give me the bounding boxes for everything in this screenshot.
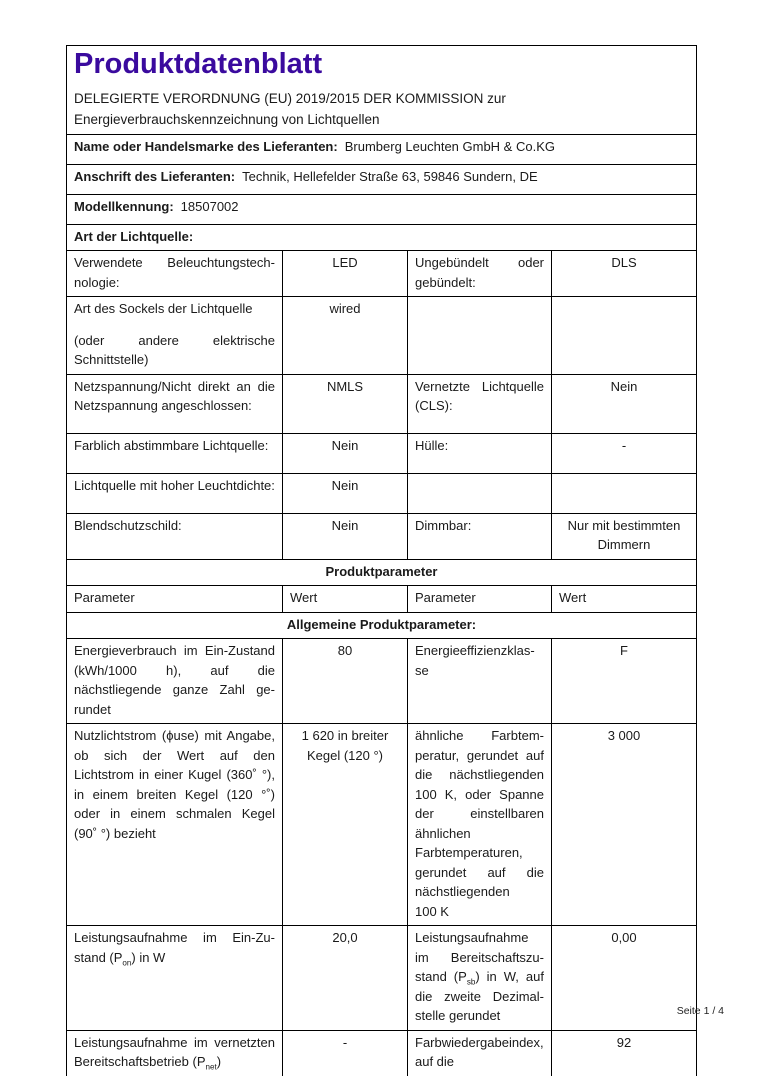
value-cell: wired (283, 297, 408, 375)
value-cell: 3 000 (552, 724, 697, 926)
param-cell: Blendschutzschild: (67, 513, 283, 559)
param-cell: Netzspannung/Nicht direkt an die Netzspannung angeschlossen: (67, 374, 283, 433)
title-cell (67, 46, 697, 135)
subscript-on: on (122, 958, 132, 968)
value-cell: 92 (552, 1030, 697, 1076)
table-row (67, 374, 697, 433)
subscript-net: net (205, 1062, 217, 1072)
model-id-label: Modellkennung: (74, 198, 174, 214)
table-row-clipped (67, 1030, 697, 1076)
value-cell: - (552, 433, 697, 473)
value-cell: Nein (283, 513, 408, 559)
value-cell-empty (552, 297, 697, 375)
supplier-name-value: Brumberg Leuchten GmbH & Co.KG (344, 138, 555, 154)
param-cell: Farbwiedergabeindex, auf die (408, 1030, 552, 1076)
table-row (67, 513, 697, 559)
model-id-value: 18507002 (180, 198, 239, 214)
model-id-row (67, 194, 697, 224)
param-cell: Leistungsaufnahme im Ein-Zustand $(P_{on})$ in W (67, 926, 283, 1031)
value-cell: Nein (552, 374, 697, 433)
param-cell: Ungebündelt oder gebündelt: (408, 251, 552, 297)
column-header-row (67, 586, 697, 613)
value-cell-empty (552, 473, 697, 513)
value-cell: DLS (552, 251, 697, 297)
param-cell: Lichtquelle mit hoher Leuchtdichte: (67, 473, 283, 513)
value-cell: LED (283, 251, 408, 297)
subscript-sb: sb (466, 977, 476, 987)
section-title-produktparameter: Produktparameter (67, 559, 697, 586)
supplier-address-value: Technik, Hellefelder Straße 63, 59846 Sundern, DE (242, 168, 538, 184)
value-cell: Nein (283, 473, 408, 513)
param-cell: Verwendete Beleuchtungstechnologie: (67, 251, 283, 297)
value-cell: 1 620 in breiter Kegel (120 °) (283, 724, 408, 926)
param-cell: Dimmbar: (408, 513, 552, 559)
param-cell-empty (408, 473, 552, 513)
value-cell: Nur mit bestimmten Dimmern (552, 513, 697, 559)
param-cell: Leistungsaufnahme im vernetzten Bereitschaftsbetrieb $(P_{net})$ (67, 1030, 283, 1076)
title-row (67, 46, 697, 135)
socket-type-line1: Art des Sockels der Lichtquelle (74, 301, 253, 317)
param-cell-empty (408, 297, 552, 375)
param-cell: Energieeffizienzklasse (408, 639, 552, 724)
value-cell: F (552, 639, 697, 724)
datasheet-table (66, 45, 697, 1076)
value-cell: 80 (283, 639, 408, 724)
param-cell: Vernetzte Lichtquelle (CLS): (408, 374, 552, 433)
section-header-row (67, 612, 697, 639)
supplier-address-label: Anschrift des Lieferanten: (74, 168, 236, 184)
table-row (67, 639, 697, 724)
param-cell: ähnliche Farbtemperatur, gerundet auf die nächstliegenden 100 K, oder Spanne der einstellbaren ähnlichen Farbtemperaturen, gerundet auf die nächstliegenden 100 K (408, 724, 552, 926)
value-cell: 0,00 (552, 926, 697, 1031)
supplier-name-label: Name oder Handelsmarke des Lieferanten: (74, 138, 338, 154)
param-cell: Nutzlichtstrom (ϕuse) mit Angabe, ob sich der Wert auf den Lichtstrom in einer Kugel (360˚ °), in einem breiten Kegel (120 °˚) oder in einem schmalen Kegel (90˚ °) bezieht (67, 724, 283, 926)
page-number: Seite 1 / 4 (676, 1005, 724, 1017)
value-cell: - (283, 1030, 408, 1076)
section-header-row (67, 559, 697, 586)
page-title: Produktdatenblatt (74, 48, 323, 80)
param-cell: Leistungsaufnahme im Bereitschaftszustand $(P_{sb})$ in W, auf die zweite Dezimalstelle gerundet (408, 926, 552, 1031)
supplier-address-row (67, 164, 697, 194)
param-cell: Farblich abstimmbare Lichtquelle: (67, 433, 283, 473)
param-cell: Hülle: (408, 433, 552, 473)
col-header-parameter-left: Parameter (67, 586, 283, 613)
socket-type-line2: (oder andere elektrische Schnittstelle) (74, 332, 275, 368)
light-source-type-row (67, 224, 697, 251)
col-header-parameter-right: Parameter (408, 586, 552, 613)
section-title-allgemeine: Allgemeine Produktparameter: (67, 612, 697, 639)
value-cell: NMLS (283, 374, 408, 433)
param-cell (67, 297, 283, 375)
table-row (67, 297, 697, 375)
col-header-wert-right: Wert (552, 586, 697, 613)
value-cell: 20,0 (283, 926, 408, 1031)
table-row (67, 251, 697, 297)
supplier-name-row (67, 134, 697, 164)
param-cell: Energieverbrauch im Ein-Zustand (kWh/1000 h), auf die nächstliegende ganze Zahl gerundet (67, 639, 283, 724)
value-cell: Nein (283, 433, 408, 473)
table-row (67, 433, 697, 473)
table-row (67, 724, 697, 926)
table-row (67, 473, 697, 513)
col-header-wert-left: Wert (283, 586, 408, 613)
light-source-type-label: Art der Lichtquelle: (74, 228, 194, 244)
regulation-subtitle: DELEGIERTE VERORDNUNG (EU) 2019/2015 DER KOMMISSION zur Energieverbrauchskennzeichnung von Lichtquellen (74, 91, 506, 127)
